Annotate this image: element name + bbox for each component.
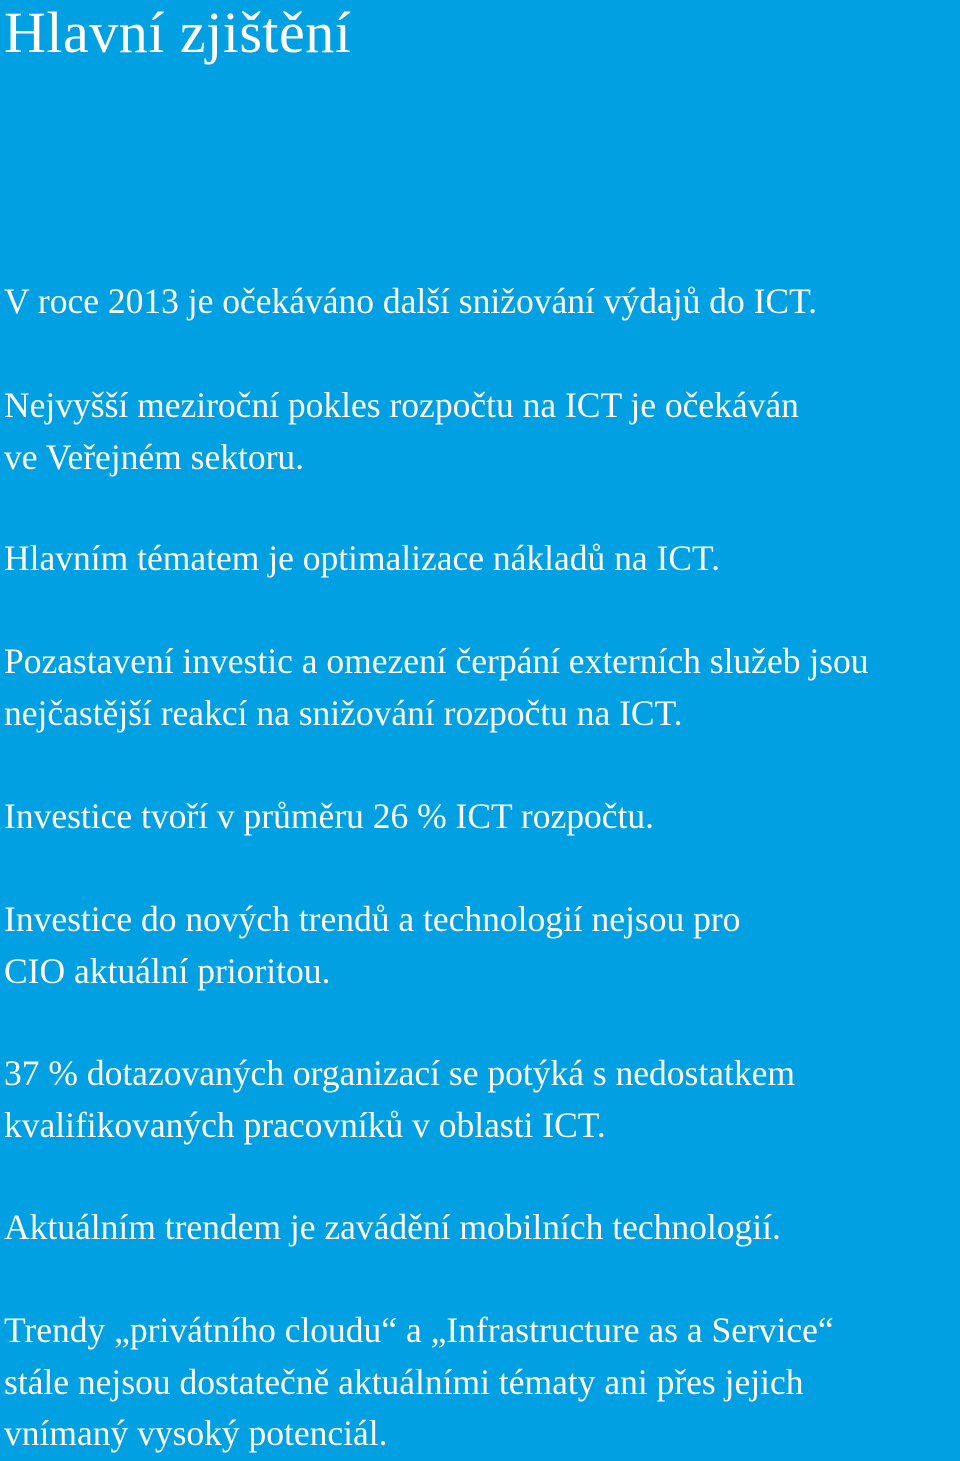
finding-6-line-1: Investice do nových trendů a technologií nejsou pro <box>4 899 741 939</box>
finding-1 <box>4 276 817 328</box>
finding-5-line-1: Investice tvoří v průměru 26 % ICT rozpočtu. <box>4 796 655 836</box>
finding-9-line-3: vnímaný vysoký potenciál. <box>4 1413 388 1453</box>
page-title: Hlavní zjištění <box>4 0 352 65</box>
finding-8 <box>4 1202 781 1254</box>
finding-7-line-2: kvalifikovaných pracovníků v oblasti ICT. <box>4 1104 606 1145</box>
finding-7 <box>4 1048 795 1151</box>
finding-7-line-1: 37 % dotazovaných organizací se potýká s nedostatkem <box>4 1053 795 1093</box>
finding-6 <box>4 894 740 997</box>
finding-2-line-2: ve Veřejném sektoru. <box>4 436 305 477</box>
finding-4-line-2: nejčastější reakcí na snižování rozpočtu na ICT. <box>4 692 683 733</box>
finding-3 <box>4 533 720 585</box>
finding-2-line-1: Nejvyšší meziroční pokles rozpočtu na ICT je očekáván <box>4 385 799 425</box>
finding-5 <box>4 791 654 843</box>
finding-3-line-1: Hlavním tématem je optimalizace nákladů na ICT. <box>4 538 720 578</box>
finding-4-line-1: Pozastavení investic a omezení čerpání externích služeb jsou <box>4 641 869 681</box>
finding-8-line-1: Aktuálním trendem je zavádění mobilních technologií. <box>4 1207 781 1247</box>
finding-4 <box>4 636 869 739</box>
finding-2 <box>4 380 799 483</box>
finding-9 <box>4 1305 834 1460</box>
finding-9-line-2: stále nejsou dostatečně aktuálními tématy ani přes jejich <box>4 1361 804 1402</box>
finding-6-line-2: CIO aktuální prioritou. <box>4 950 331 991</box>
finding-1-line-1: V roce 2013 je očekáváno další snižování výdajů do ICT. <box>4 281 817 321</box>
finding-9-line-1: Trendy „privátního cloudu“ a „Infrastructure as a Service“ <box>4 1310 834 1350</box>
